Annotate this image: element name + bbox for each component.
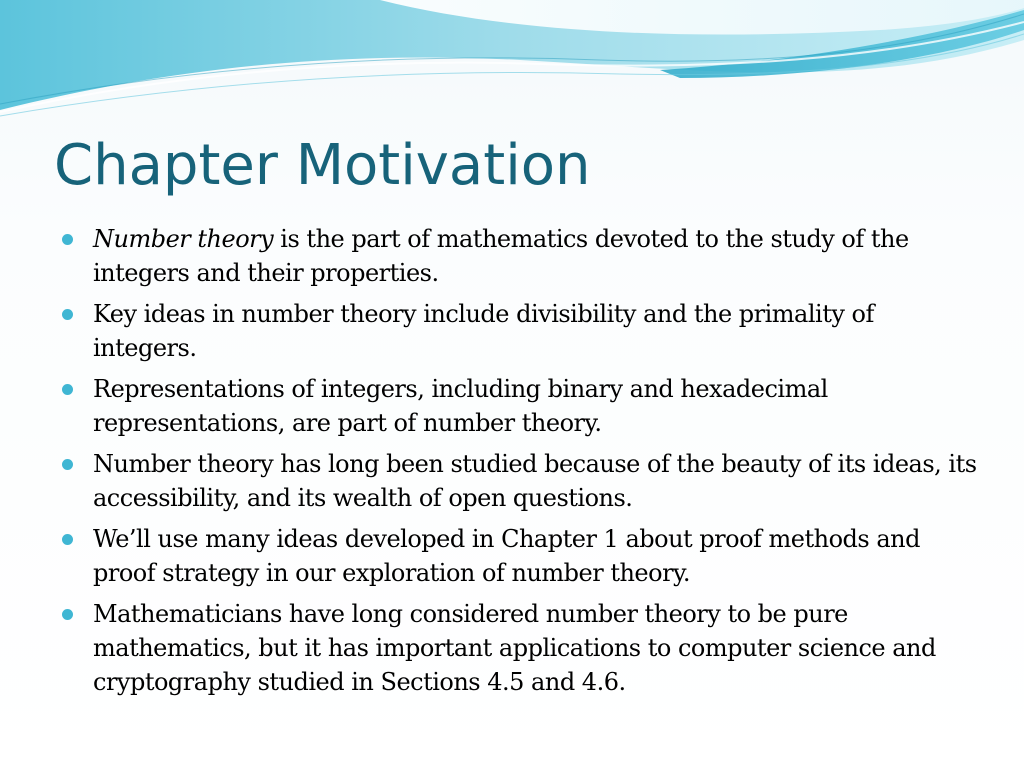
bullet-dot-icon <box>62 384 73 395</box>
bullet-item <box>62 447 977 515</box>
bullet-dot-icon <box>62 234 73 245</box>
bullet-item <box>62 522 977 590</box>
bullet-emphasis: Number theory <box>93 225 274 253</box>
bullet-text: is the part of mathematics devoted to the study of the integers and their properties. <box>93 225 909 287</box>
bullet-item <box>62 372 977 440</box>
bullet-text: Mathematicians have long considered number theory to be pure mathematics, but it has important applications to computer science and cryptography studied in Sections 4.5 and 4.6. <box>93 600 936 696</box>
bullet-dot-icon <box>62 309 73 320</box>
bullet-text: We’ll use many ideas developed in Chapter 1 about proof methods and proof strategy in our exploration of number theory. <box>93 525 920 587</box>
bullet-text: Number theory has long been studied because of the beauty of its ideas, its accessibility, and its wealth of open questions. <box>93 450 977 512</box>
bullet-list <box>62 222 977 706</box>
wave-banner-decoration <box>0 0 1024 130</box>
slide-title: Chapter Motivation <box>54 133 591 198</box>
bullet-dot-icon <box>62 459 73 470</box>
bullet-item <box>62 597 977 699</box>
bullet-item <box>62 297 977 365</box>
bullet-dot-icon <box>62 609 73 620</box>
bullet-text: Key ideas in number theory include divisibility and the primality of integers. <box>93 300 874 362</box>
bullet-text: Representations of integers, including binary and hexadecimal representations, are part of number theory. <box>93 375 828 437</box>
bullet-dot-icon <box>62 534 73 545</box>
bullet-item <box>62 222 977 290</box>
